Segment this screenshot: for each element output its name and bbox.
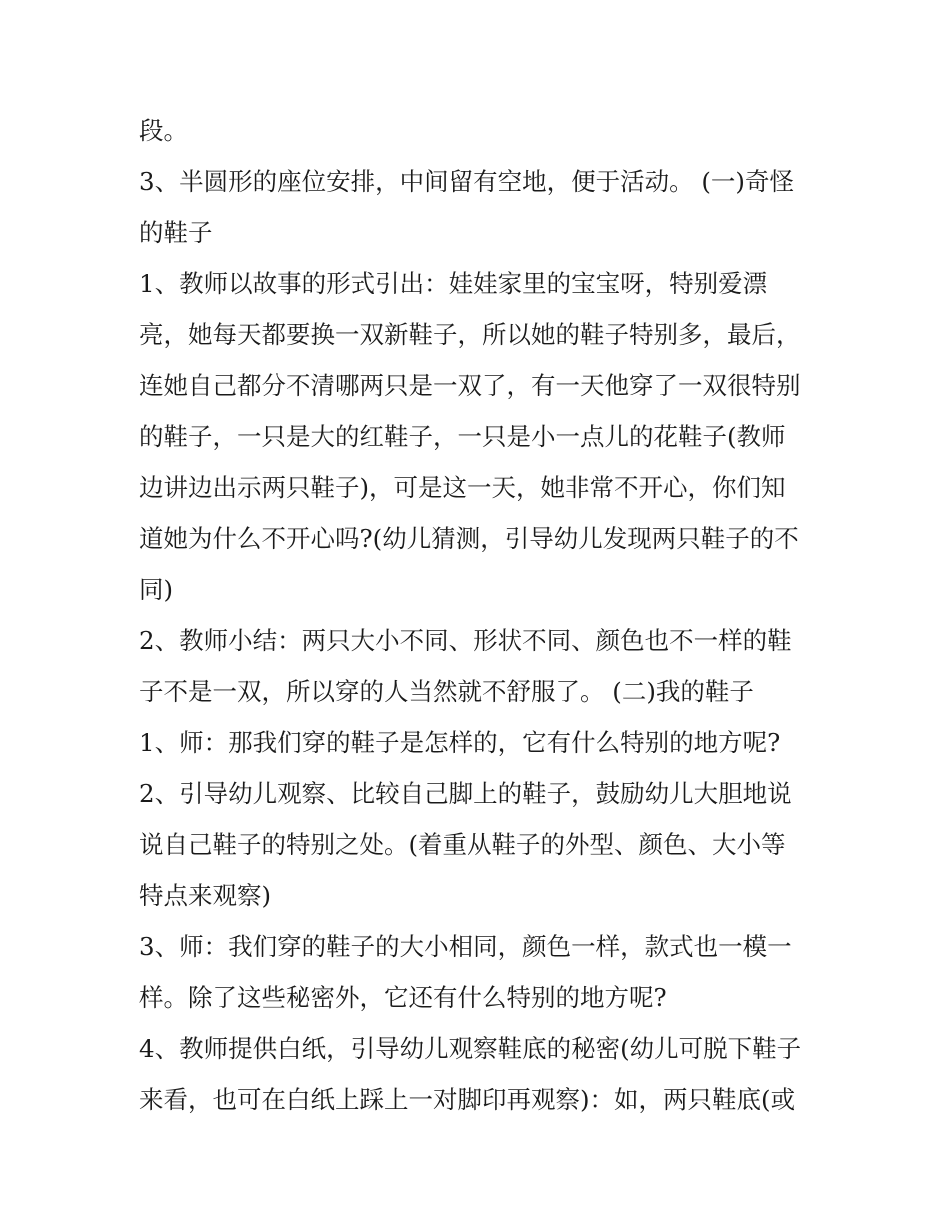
text-line-6: 连她自己都分不清哪两只是一双了，有一天他穿了一双很特别 bbox=[139, 371, 801, 400]
text-line-4: 1、教师以故事的形式引出：娃娃家里的宝宝呀，特别爱漂 bbox=[139, 269, 768, 298]
text-line-20: 来看，也可在白纸上踩上一对脚印再观察)：如，两只鞋底(或 bbox=[139, 1085, 796, 1114]
text-line-10: 同) bbox=[139, 575, 174, 604]
text-line-16: 特点来观察) bbox=[139, 881, 272, 910]
text-line-3: 的鞋子 bbox=[139, 218, 213, 247]
text-line-2: 3、半圆形的座位安排，中间留有空地，便于活动。 (一)奇怪 bbox=[139, 167, 794, 196]
text-line-18: 样。除了这些秘密外，它还有什么特别的地方呢? bbox=[139, 983, 667, 1012]
text-line-14: 2、引导幼儿观察、比较自己脚上的鞋子，鼓励幼儿大胆地说 bbox=[139, 779, 792, 808]
text-line-13: 1、师：那我们穿的鞋子是怎样的，它有什么特别的地方呢? bbox=[139, 728, 781, 757]
text-line-5: 亮，她每天都要换一双新鞋子，所以她的鞋子特别多，最后， bbox=[139, 320, 801, 349]
text-line-9: 道她为什么不开心吗?(幼儿猜测，引导幼儿发现两只鞋子的不 bbox=[139, 524, 799, 553]
text-line-8: 边讲边出示两只鞋子)，可是这一天，她非常不开心，你们知 bbox=[139, 473, 786, 502]
document-body bbox=[139, 105, 819, 1125]
text-line-17: 3、师：我们穿的鞋子的大小相同，颜色一样，款式也一模一 bbox=[139, 932, 792, 961]
text-line-12: 子不是一双，所以穿的人当然就不舒服了。 (二)我的鞋子 bbox=[139, 677, 754, 706]
text-line-1: 段。 bbox=[139, 116, 188, 145]
text-line-19: 4、教师提供白纸，引导幼儿观察鞋底的秘密(幼儿可脱下鞋子 bbox=[139, 1034, 802, 1063]
text-line-7: 的鞋子，一只是大的红鞋子，一只是小一点儿的花鞋子(教师 bbox=[139, 422, 786, 451]
text-line-15: 说自己鞋子的特别之处。(着重从鞋子的外型、颜色、大小等 bbox=[139, 830, 786, 859]
text-line-11: 2、教师小结：两只大小不同、形状不同、颜色也不一样的鞋 bbox=[139, 626, 792, 655]
